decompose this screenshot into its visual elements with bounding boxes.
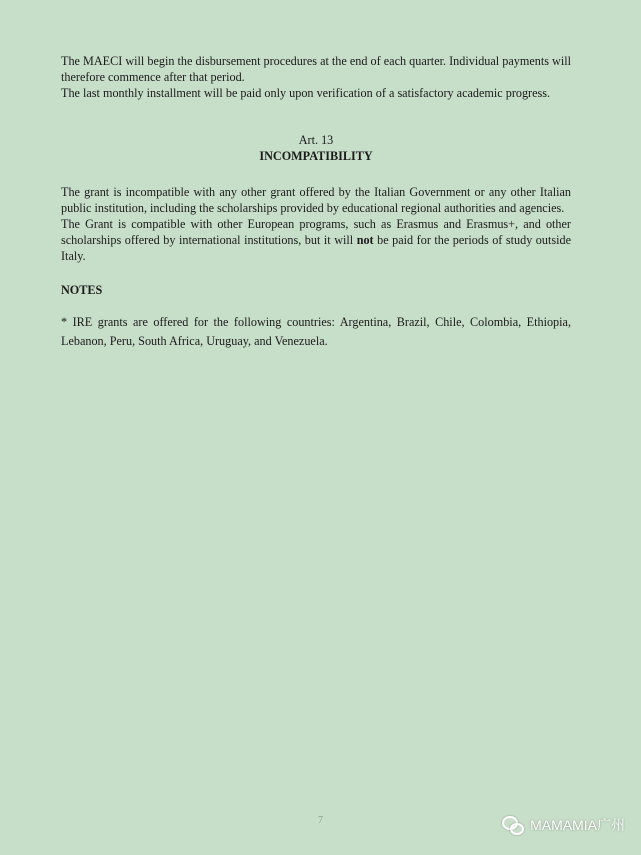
notes-text: * IRE grants are offered for the following countries: Argentina, Brazil, Chile, Colombia, Ethiopia, Lebanon, Peru, South Africa, Uruguay, and Venezuela. [61, 315, 571, 348]
last-installment-paragraph: The last monthly installment will be paid only upon verification of a satisfactory academic progress. [61, 86, 551, 100]
compatibility-text-before: The Grant is compatible with other European programs, such as Erasmus and Erasmus+, and other scholarships offered by international institutions, but it will [61, 217, 571, 247]
watermark-text: MAMAMIA广州 [530, 817, 625, 833]
disbursement-paragraph: The MAECI will begin the disbursement procedures at the end of each quarter. Individual payments will therefore commence after that period. [61, 54, 571, 84]
notes-heading: NOTES [61, 283, 103, 297]
wechat-icon [502, 815, 524, 835]
compatibility-paragraph [61, 216, 571, 264]
article-header [61, 132, 571, 164]
page-number: 7 [318, 815, 323, 826]
emphasis-not: not [356, 233, 374, 247]
watermark [502, 815, 625, 835]
compatibility-text-after: be paid for the periods of study outside Italy. [61, 233, 572, 263]
article-title: INCOMPATIBILITY [259, 149, 373, 163]
document-page [61, 53, 571, 351]
article-number: Art. 13 [298, 133, 334, 147]
incompatibility-paragraph: The grant is incompatible with any other grant offered by the Italian Government or any other Italian public institution, including the scholarships provided by educational regional authorities and agencies. [61, 185, 571, 215]
